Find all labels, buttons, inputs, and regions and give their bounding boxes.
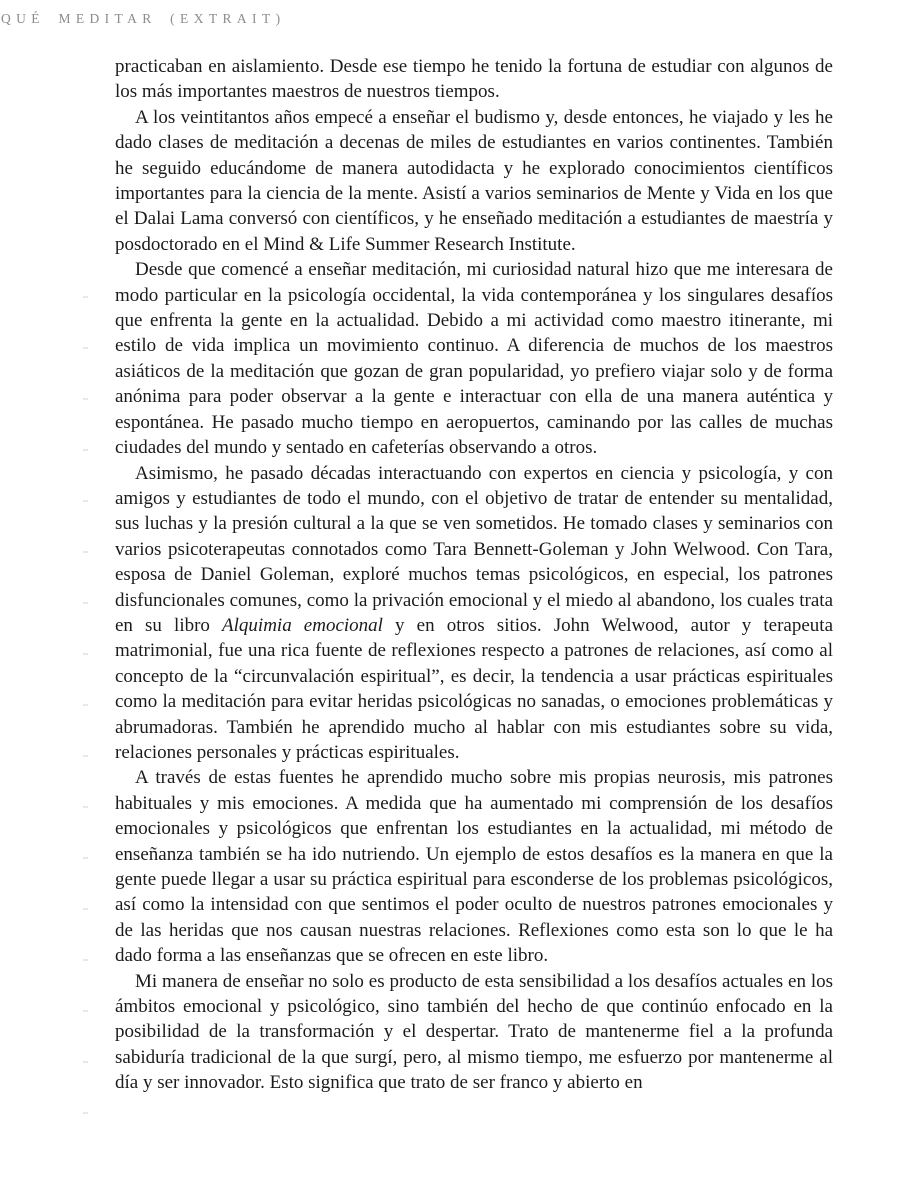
text-segment: A los veintitantos años empecé a enseñar el budismo y, desde entonces, he viajado y les he dado clases de meditación a decenas de miles de estudiantes en varios continentes. También he seguido educándome de manera autodidacta y he explorado conocimientos científicos importantes para la ciencia de la mente. Asistí a varios seminarios de Mente y Vida en los que el Dalai Lama conversó con científicos, y he enseñado meditación a estudiantes de maestría y posdoctorado en el Mind & Life Summer Research Institute. [115, 106, 833, 255]
text-segment: y en otros sitios. John Welwood, autor y terapeuta matrimonial, fue una rica fuente de reflexiones respecto a patrones de relaciones, así como al concepto de la “circunvalación espiritual”, es decir, la tendencia a usar prácticas espirituales como la meditación para evitar heridas psicológicas no sanadas, o emociones problemáticas y abrumadoras. También he aprendido mucho al hablar con mis estudiantes sobre su vida, relaciones personales y prácticas espirituales. [115, 614, 834, 763]
paragraph [115, 257, 833, 460]
scan-artifact-marks [83, 296, 88, 1152]
page-body-text [115, 54, 833, 1096]
paragraph [115, 105, 833, 257]
text-segment: practicaban en aislamiento. Desde ese tiempo he tenido la fortuna de estudiar con algunos de los más importantes maestros de nuestros tiempos. [115, 56, 833, 103]
book-title-italic: Alquimia emocional [222, 614, 383, 636]
paragraph [115, 765, 833, 968]
text-segment: Mi manera de enseñar no solo es producto de esta sensibilidad a los desafíos actuales en los ámbitos emocional y psicológico, sino también del hecho de que continúo enfocado en la posibilidad de la transformación y el despertar. Trato de mantenerme fiel a la profunda sabiduría tradicional de la que surgí, pero, al mismo tiempo, me esfuerzo por mantenerme al día y ser innovador. Esto significa que trato de ser franco y abierto en [115, 970, 833, 1094]
text-segment: Desde que comencé a enseñar meditación, mi curiosidad natural hizo que me interesara de modo particular en la psicología occidental, la vida contemporánea y los singulares desafíos que enfrenta la gente en la actualidad. Debido a mi actividad como maestro itinerante, mi estilo de vida implica un movimiento continuo. A diferencia de muchos de los maestros asiáticos de la meditación que gozan de gran popularidad, yo prefiero viajar solo y de forma anónima para poder observar a la gente e interactuar con ella de una manera auténtica y espontánea. He pasado mucho tiempo en aeropuertos, caminando por las calles de muchas ciudades del mundo y sentado en cafeterías observando a otros. [115, 259, 833, 459]
running-header: QUÉ MEDITAR (EXTRAIT) [1, 11, 286, 26]
paragraph [115, 54, 833, 105]
text-segment: A través de estas fuentes he aprendido mucho sobre mis propias neurosis, mis patrones habituales y mis emociones. A medida que ha aumentado mi comprensión de los desafíos emocionales y psicológicos que enfrentan los estudiantes en la actualidad, mi método de enseñanza también se ha ido nutriendo. Un ejemplo de estos desafíos es la manera en que la gente puede llegar a usar su práctica espiritual para esconderse de los problemas psicológicos, así como la intensidad con que sentimos el poder oculto de nuestros patrones emocionales y de las heridas que nos causan nuestras relaciones. Reflexiones como esta son lo que le ha dado forma a las enseñanzas que se ofrecen en este libro. [115, 767, 833, 967]
paragraph [115, 461, 833, 766]
text-segment: Asimismo, he pasado décadas interactuando con expertos en ciencia y psicología, y con amigos y estudiantes de todo el mundo, con el objetivo de tratar de entender su mentalidad, sus luchas y la presión cultural a la que se ven sometidos. He tomado clases y seminarios con varios psicoterapeutas connotados como Tara Bennett-Goleman y John Welwood. Con Tara, esposa de Daniel Goleman, exploré muchos temas psicológicos, en especial, los patrones disfuncionales comunes, como la privación emocional y el miedo al abandono, los cuales trata en su libro [115, 462, 833, 636]
paragraph [115, 969, 833, 1096]
